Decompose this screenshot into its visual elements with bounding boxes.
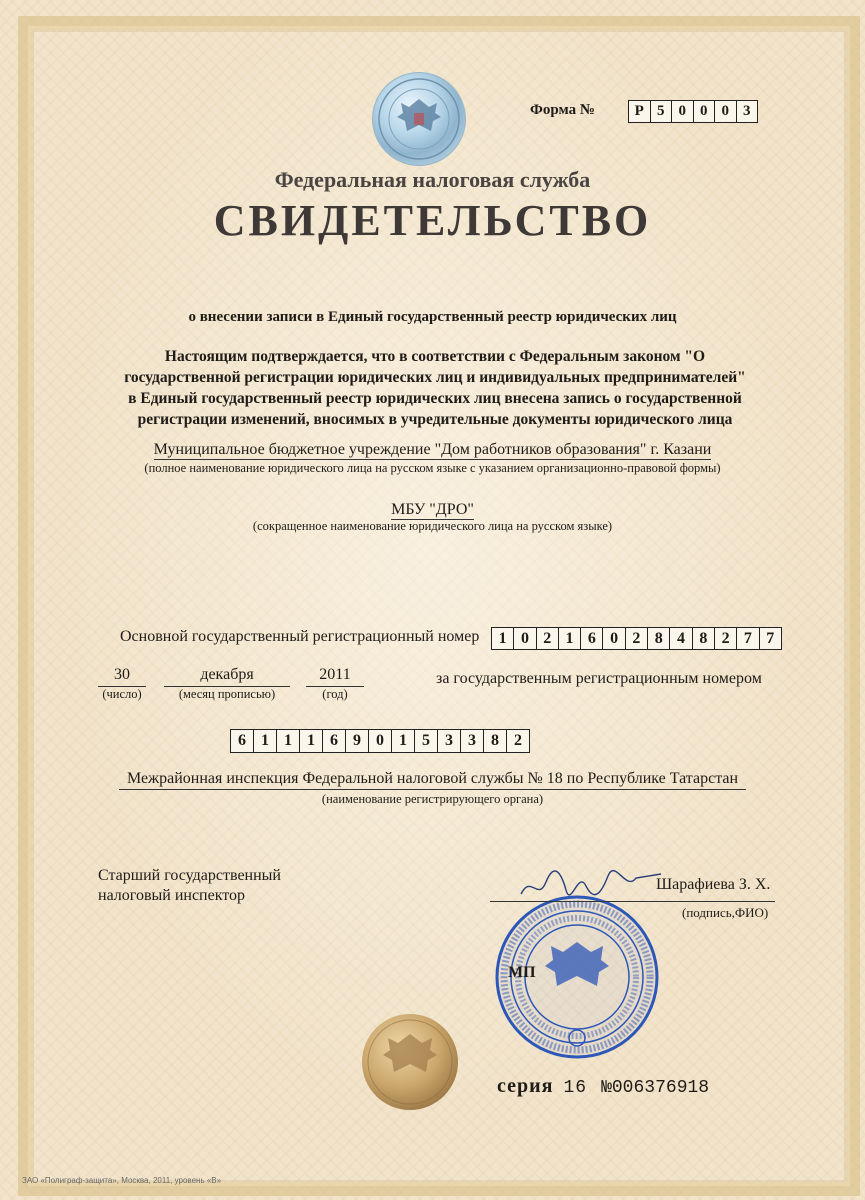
- ogrn-digit: 1: [492, 628, 514, 649]
- grn-digit: 3: [438, 730, 461, 752]
- entity-full-name-row: [0, 441, 865, 460]
- registering-authority-note: (наименование регистрирующего органа): [321, 792, 544, 806]
- form-code-cell: 0: [715, 101, 737, 122]
- grn-label: за государственным регистрационным номером: [436, 670, 762, 687]
- handwritten-signature-icon: [516, 864, 666, 904]
- grn-digit: 5: [415, 730, 438, 752]
- grn-digit: 3: [461, 730, 484, 752]
- ogrn-digit: 2: [715, 628, 737, 649]
- ogrn-digit: 7: [766, 630, 775, 647]
- date-month: декабря: [164, 666, 290, 687]
- date-day-field: [98, 666, 146, 702]
- position-line: Старший государственный: [98, 867, 281, 884]
- grn-digit: 6: [231, 730, 254, 752]
- paragraph-line: в Единый государственный реестр юридических лиц внесена запись о государственной: [128, 390, 742, 407]
- position-line: налоговый инспектор: [98, 887, 246, 904]
- certificate-number: №006376918: [601, 1078, 710, 1098]
- grn-digit: 8: [484, 730, 507, 752]
- grn-digit: 6: [323, 730, 346, 752]
- entity-short-name-row: [0, 501, 865, 520]
- grn-digit: 0: [369, 730, 392, 752]
- form-code-cell: 5: [651, 101, 673, 122]
- series-block: [497, 1075, 709, 1098]
- form-code-cell: 0: [672, 101, 694, 122]
- entity-full-name-note: (полное наименование юридического лица на русском языке с указанием организационно-правовой формы): [144, 461, 721, 475]
- entity-short-name-note: (сокращенное наименование юридического лица на русском языке): [252, 519, 613, 533]
- ogrn-label: Основной государственный регистрационный номер: [120, 628, 480, 645]
- ogrn-digit: 7: [737, 628, 759, 649]
- grn-digit: 1: [254, 730, 277, 752]
- registering-authority-row: [0, 770, 865, 790]
- ogrn-digit: 2: [626, 628, 648, 649]
- paragraph-line: государственной регистрации юридических лиц и индивидуальных предпринимателей": [124, 369, 746, 386]
- date-day-note: (число): [102, 687, 142, 701]
- date-month-field: [164, 666, 290, 702]
- form-code-cell: 0: [694, 101, 716, 122]
- paragraph-line: регистрации изменений, вносимых в учредительные документы юридического лица: [137, 411, 733, 428]
- ogrn-digit: 2: [537, 628, 559, 649]
- entity-short-name: МБУ "ДРО": [391, 501, 474, 518]
- series-number: 16: [563, 1078, 588, 1098]
- form-label: Форма №: [530, 102, 595, 118]
- form-code-cell: Р: [629, 101, 651, 122]
- inspector-position: [98, 866, 281, 906]
- grn-digit: 1: [300, 730, 323, 752]
- date-day: 30: [98, 666, 146, 687]
- date-month-note: (месяц прописью): [178, 687, 276, 701]
- grn-digit: 2: [514, 732, 522, 749]
- registering-authority: Межрайонная инспекция Федеральной налоговой службы № 18 по Республике Татарстан: [119, 770, 746, 790]
- document-subtitle: о внесении записи в Единый государственный реестр юридических лиц: [188, 309, 677, 325]
- paragraph-line: Настоящим подтверждается, что в соответствии с Федеральным законом "О: [164, 348, 706, 365]
- date-year-note: (год): [322, 687, 348, 701]
- ogrn-number: [491, 627, 782, 650]
- series-label: серия: [497, 1075, 554, 1097]
- ogrn-digit: 8: [693, 628, 715, 649]
- signature-line: [490, 901, 775, 902]
- grn-number: [230, 729, 530, 753]
- ogrn-digit: 4: [670, 628, 692, 649]
- grn-digit: 1: [277, 730, 300, 752]
- signature-note: (подпись,ФИО): [682, 905, 769, 920]
- grn-digit: 1: [392, 730, 415, 752]
- confirmation-paragraph: [95, 346, 775, 430]
- hologram-emblem-icon: [372, 72, 466, 166]
- ogrn-digit: 6: [581, 628, 603, 649]
- ogrn-digit: 0: [514, 628, 536, 649]
- form-code: [628, 100, 758, 123]
- document-title: СВИДЕТЕЛЬСТВО: [213, 196, 652, 245]
- entity-full-name: Муниципальное бюджетное учреждение "Дом работников образования" г. Казани: [153, 441, 712, 458]
- stamp-place-label: МП: [508, 964, 536, 981]
- grn-digit: 9: [346, 730, 369, 752]
- ogrn-digit: 0: [603, 628, 625, 649]
- form-code-cell: 3: [743, 103, 751, 119]
- date-year-field: [306, 666, 364, 702]
- printer-imprint: ЗАО «Полиграф-защита», Москва, 2011, уровень «В»: [22, 1176, 222, 1185]
- agency-name: Федеральная налоговая служба: [274, 167, 591, 192]
- gold-seal-icon: [360, 1012, 460, 1112]
- date-year: 2011: [306, 666, 364, 687]
- ogrn-digit: 1: [559, 628, 581, 649]
- signer-name: Шарафиева З. Х.: [656, 876, 771, 893]
- ogrn-digit: 8: [648, 628, 670, 649]
